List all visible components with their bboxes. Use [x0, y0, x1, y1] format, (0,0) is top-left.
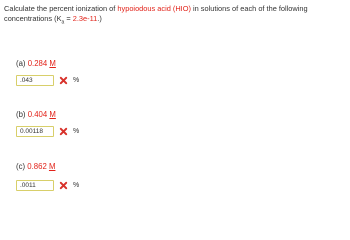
part-a-concentration: 0.284: [27, 59, 48, 68]
percent-sign: %: [73, 182, 80, 189]
part-b-label: (b) 0.404 M: [16, 110, 56, 119]
question-text: Calculate the percent ionization of hypoiodous acid (HIO) in solutions of each of the following concentrations $(K_a = 2.3e-11.)$: [4, 4, 308, 26]
part-c-concentration: 0.862: [27, 162, 47, 171]
part-b-concentration: 0.404: [27, 110, 48, 119]
percent-sign: %: [73, 77, 80, 84]
acid-name: hypoiodous acid (HIO): [117, 4, 191, 13]
part-c-label: (c) 0.862 M: [16, 162, 56, 171]
part-a-label: (a) 0.284 M: [16, 59, 56, 68]
x-mark-icon: [59, 127, 68, 136]
part-a-answer-input[interactable]: [16, 75, 54, 86]
x-mark-icon: [59, 76, 68, 85]
part-c-answer-input[interactable]: [16, 180, 54, 191]
x-mark-icon: [59, 181, 68, 190]
part-c-unit: M: [48, 162, 56, 171]
part-c-answer-row: [16, 180, 79, 191]
part-b-unit: M: [49, 110, 56, 119]
part-b-answer-row: [16, 126, 79, 137]
part-a-unit: M: [49, 59, 56, 68]
percent-sign: %: [73, 128, 80, 135]
part-a-answer-row: [16, 75, 79, 86]
part-b-answer-input[interactable]: [16, 126, 54, 137]
ka-value: 2.3e-11: [72, 14, 98, 23]
